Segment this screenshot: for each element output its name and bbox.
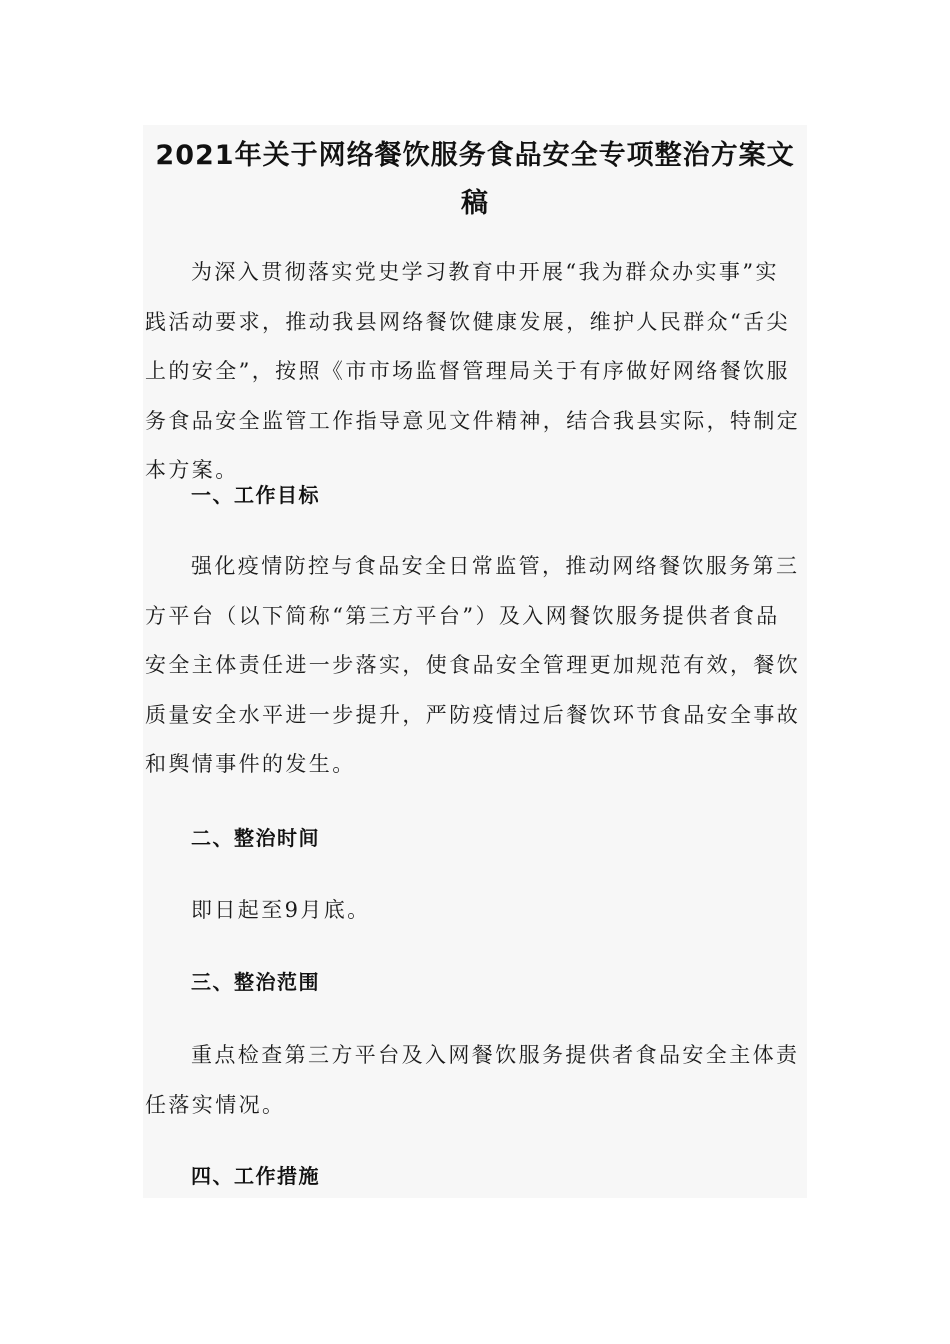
section-heading-period: 二、整治时间 (191, 826, 320, 850)
section-heading-goals: 一、工作目标 (191, 483, 320, 507)
intro-paragraph: 为深入贯彻落实党史学习教育中开展“我为群众办实事”实践活动要求，推动我县网络餐饮健康发展，维护人民群众“舌尖上的安全”，按照《市市场监督管理局关于有序做好网络餐饮服务食品安全监管工作指导意见文件精神，结合我县实际，特制定本方案。 (145, 260, 801, 482)
section-heading-scope: 三、整治范围 (191, 970, 320, 994)
section-body-goals: 强化疫情防控与食品安全日常监管，推动网络餐饮服务第三方平台（以下简称“第三方平台”）及入网餐饮服务提供者食品安全主体责任进一步落实，使食品安全管理更加规范有效，餐饮质量安全水平进一步提升，严防疫情过后餐饮环节食品安全事故和舆情事件的发生。 (145, 554, 801, 776)
section-body-scope: 重点检查第三方平台及入网餐饮服务提供者食品安全主体责任落实情况。 (145, 1043, 800, 1117)
section-heading-measures: 四、工作措施 (191, 1164, 320, 1188)
document-title: 2021年关于网络餐饮服务食品安全专项整治方案文稿 (155, 140, 795, 219)
section-body-period: 即日起至9月底。 (191, 898, 371, 922)
